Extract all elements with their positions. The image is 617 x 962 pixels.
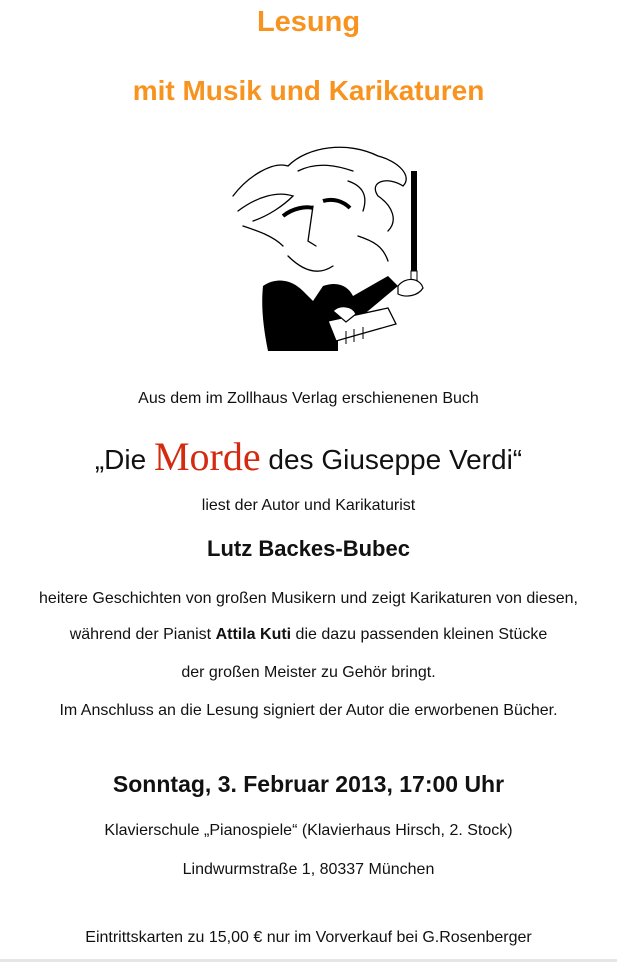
reader-intro: liest der Autor und Karikaturist [201, 497, 416, 514]
book-title-highlight: Morde [153, 434, 261, 479]
description-line-1: heitere Geschichten von großen Musikern und zeigt Karikaturen von diesen, [39, 590, 578, 607]
author-name: Lutz Backes-Bubec [207, 536, 410, 561]
book-title [0, 433, 617, 480]
event-subtitle: mit Musik und Karikaturen [132, 75, 485, 106]
pianist-name: Attila Kuti [215, 626, 292, 643]
description-line-3: der großen Meister zu Gehör bringt. [181, 664, 436, 681]
event-title: Lesung [256, 6, 361, 38]
description-line-2 [0, 626, 617, 644]
event-datetime: Sonntag, 3. Februar 2013, 17:00 Uhr [112, 771, 505, 797]
book-intro: Aus dem im Zollhaus Verlag erschienenen Buch [138, 390, 479, 407]
book-title-prefix: „Die [94, 444, 154, 475]
event-venue: Klavierschule „Pianospiele“ (Klavierhaus Hirsch, 2. Stock) [104, 822, 513, 839]
caricature-conductor-icon [228, 136, 438, 356]
ticket-info: Eintrittskarten zu 15,00 € nur im Vorverkauf bei G.Rosenberger [85, 929, 532, 946]
book-title-suffix: des Giuseppe Verdi“ [260, 444, 523, 475]
event-address: Lindwurmstraße 1, 80337 München [182, 861, 435, 878]
description-line-2-prefix: während der Pianist [69, 626, 216, 643]
description-line-2-suffix: die dazu passenden kleinen Stücke [291, 626, 548, 643]
description-line-4: Im Anschluss an die Lesung signiert der Autor die erworbenen Bücher. [59, 702, 558, 719]
